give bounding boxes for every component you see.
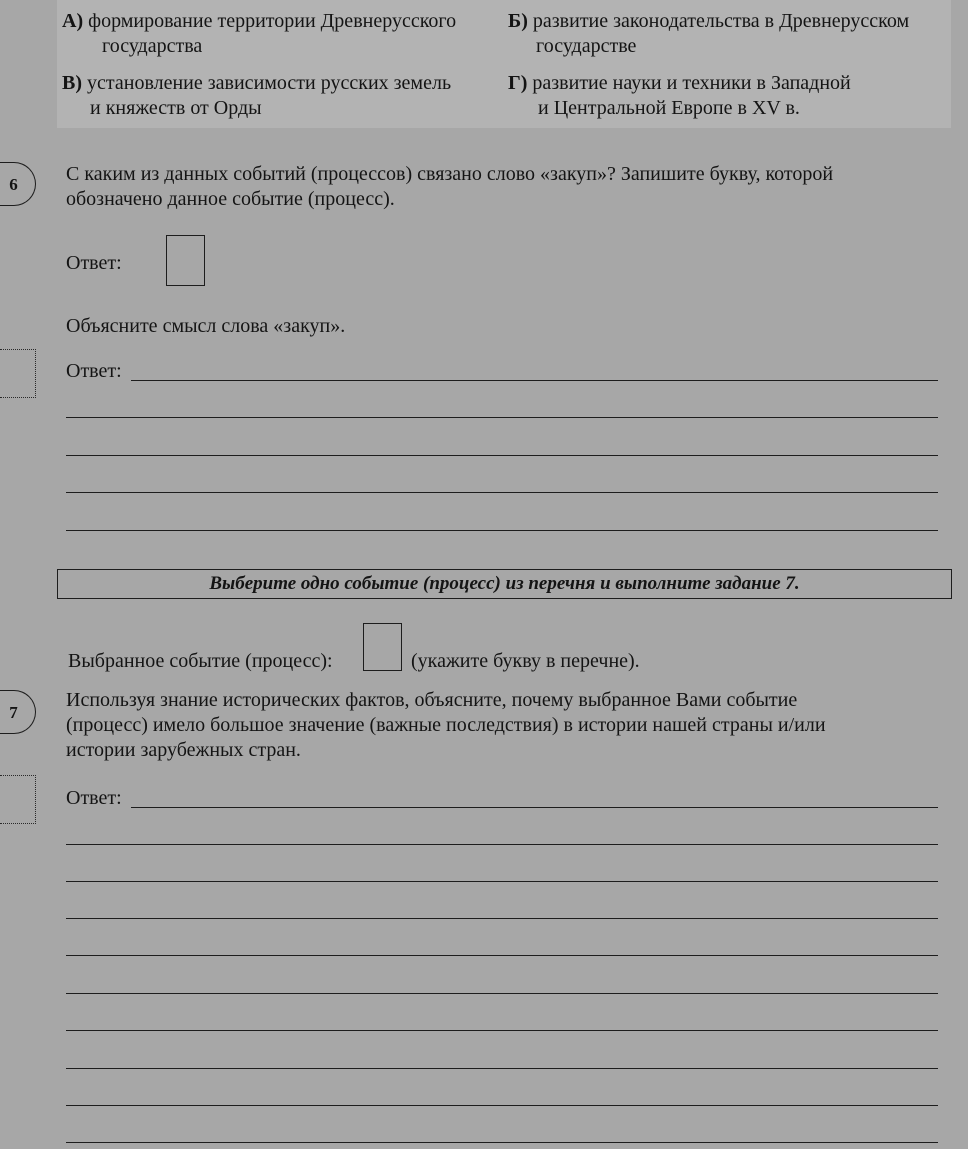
- option-a-letter: А): [62, 10, 84, 32]
- question-6-text-line2: обозначено данное событие (процесс).: [66, 188, 395, 210]
- option-v-line2: и княжеств от Орды: [90, 97, 262, 119]
- option-v: [62, 71, 492, 121]
- question-6-score-box: [0, 349, 36, 398]
- question-7-answer-line-5[interactable]: [66, 955, 938, 956]
- question-7-answer-line-6[interactable]: [66, 993, 938, 994]
- option-v-letter: В): [62, 72, 82, 94]
- option-a-line1: формирование территории Древнерусского: [88, 10, 457, 32]
- question-6-text: [66, 162, 941, 212]
- question-6-answer-label: Ответ:: [66, 252, 122, 274]
- option-b-line1: развитие законодательства в Древнерусском: [532, 10, 910, 32]
- question-6-answer-line-3[interactable]: [66, 455, 938, 456]
- option-a-line2: государства: [102, 35, 203, 57]
- option-a: [62, 9, 492, 59]
- selected-event-answer-box[interactable]: [363, 623, 402, 671]
- option-g: [508, 71, 948, 121]
- question-6-explain-text: Объясните смысл слова «закуп».: [66, 315, 346, 337]
- option-v-line1: установление зависимости русских земель: [87, 72, 452, 94]
- question-7-answer-line-7[interactable]: [66, 1030, 938, 1031]
- question-6-answer-line-5[interactable]: [66, 530, 938, 531]
- question-6-text-line1: С каким из данных событий (процессов) связано слово «закуп»? Запишите букву, которой: [66, 163, 834, 185]
- question-7-answer-line-1[interactable]: [131, 807, 938, 808]
- instruction-banner-text: Выберите одно событие (процесс) из перечня и выполните задание 7.: [209, 573, 800, 594]
- question-7-score-box: [0, 775, 36, 824]
- question-7-answer-line-2[interactable]: [66, 844, 938, 845]
- instruction-banner: [57, 569, 952, 599]
- option-b-letter: Б): [508, 10, 528, 32]
- selected-event-label: Выбранное событие (процесс):: [68, 650, 333, 672]
- question-7-text-line1: Используя знание исторических фактов, объясните, почему выбранное Вами событие: [66, 689, 798, 711]
- selected-event-hint: (укажите букву в перечне).: [411, 650, 640, 672]
- question-6-answer-line-4[interactable]: [66, 492, 938, 493]
- question-7-answer-line-3[interactable]: [66, 881, 938, 882]
- question-7-text-line2: (процесс) имело большое значение (важные последствия) в истории нашей страны и/или: [66, 714, 826, 736]
- question-6-number: 6: [0, 162, 36, 206]
- question-6-answer-box[interactable]: [166, 235, 205, 286]
- question-7-answer-line-10[interactable]: [66, 1142, 938, 1143]
- question-7-number: 7: [0, 690, 36, 734]
- question-6-answer-line-1[interactable]: [131, 380, 938, 381]
- question-6-answer2-label: Ответ:: [66, 360, 122, 382]
- question-7-answer-line-8[interactable]: [66, 1068, 938, 1069]
- option-g-letter: Г): [508, 72, 528, 94]
- question-6-answer-line-2[interactable]: [66, 417, 938, 418]
- question-7-text-line3: истории зарубежных стран.: [66, 739, 301, 761]
- question-7-answer-label: Ответ:: [66, 787, 122, 809]
- option-g-line1: развитие науки и техники в Западной: [532, 72, 851, 94]
- option-b-line2: государстве: [536, 35, 637, 57]
- question-7-answer-line-4[interactable]: [66, 918, 938, 919]
- question-7-text: [66, 688, 941, 763]
- question-7-answer-line-9[interactable]: [66, 1105, 938, 1106]
- option-g-line2: и Центральной Европе в XV в.: [538, 97, 800, 119]
- option-b: [508, 9, 948, 59]
